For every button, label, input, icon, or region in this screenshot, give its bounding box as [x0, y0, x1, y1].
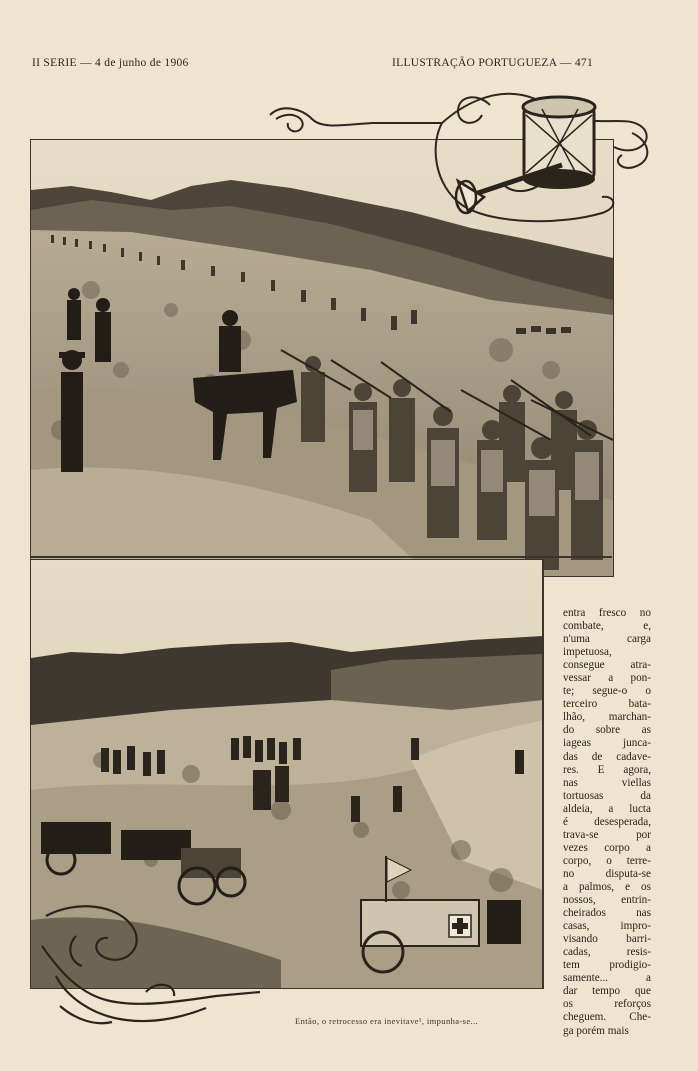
ornament-bottom-swirl	[36, 896, 266, 1030]
article-column	[563, 607, 651, 1038]
column-line: a palmos, e os	[563, 880, 651, 893]
column-line: do sobre as	[563, 724, 651, 737]
column-line: cheirados nas	[563, 907, 651, 920]
column-line: no disputa-se	[563, 867, 651, 880]
column-line: vessar a pon-	[563, 672, 651, 685]
header-right	[392, 57, 593, 69]
column-line: cadas, resis-	[563, 946, 651, 959]
column-line: nossos, entrin-	[563, 894, 651, 907]
column-line: visando barri-	[563, 933, 651, 946]
column-line: te; segue-o o	[563, 685, 651, 698]
column-line: iageas junca-	[563, 737, 651, 750]
column-line: é desesperada,	[563, 815, 651, 828]
column-line: ga porém mais	[563, 1024, 629, 1037]
issue-date: — 4 de junho de 1906	[80, 57, 189, 69]
column-line: casas, impro-	[563, 920, 651, 933]
column-line: tortuosas da	[563, 789, 651, 802]
photo-caption: Então, o retrocesso era inevitave¹, impunha-se...	[295, 1016, 479, 1026]
frame-right-border	[542, 559, 543, 989]
column-line: dar tempo que	[563, 985, 651, 998]
column-line: res. E agora,	[563, 763, 651, 776]
column-line: combate, e,	[563, 620, 651, 633]
column-line: corpo, o terre-	[563, 854, 651, 867]
publication-title: ILLUSTRAÇÃO PORTUGUEZA	[392, 57, 557, 69]
column-line: nas viellas	[563, 776, 651, 789]
ornament-trumpet-drum	[262, 85, 658, 235]
column-line: das de cadave-	[563, 750, 651, 763]
frame-divider	[30, 556, 612, 558]
column-line: aldeia, a lucta	[563, 802, 651, 815]
column-line: trava-se por	[563, 828, 651, 841]
column-line: terceiro bata-	[563, 698, 651, 711]
column-line: cheguem. Che-	[563, 1011, 651, 1024]
page-number: — 471	[559, 57, 593, 69]
column-line: entra fresco no	[563, 607, 651, 619]
column-line: lhão, marchan-	[563, 711, 651, 724]
column-line: samente... a	[563, 972, 651, 985]
column-line: vezes corpo a	[563, 841, 651, 854]
column-line: impetuosa,	[563, 646, 612, 659]
column-line: tem prodigio-	[563, 959, 651, 972]
series-label: II SERIE	[32, 57, 77, 69]
column-line: consegue atra-	[563, 659, 651, 672]
column-line: os reforços	[563, 998, 651, 1011]
column-line: n'uma carga	[563, 633, 651, 646]
header-left	[32, 57, 189, 69]
